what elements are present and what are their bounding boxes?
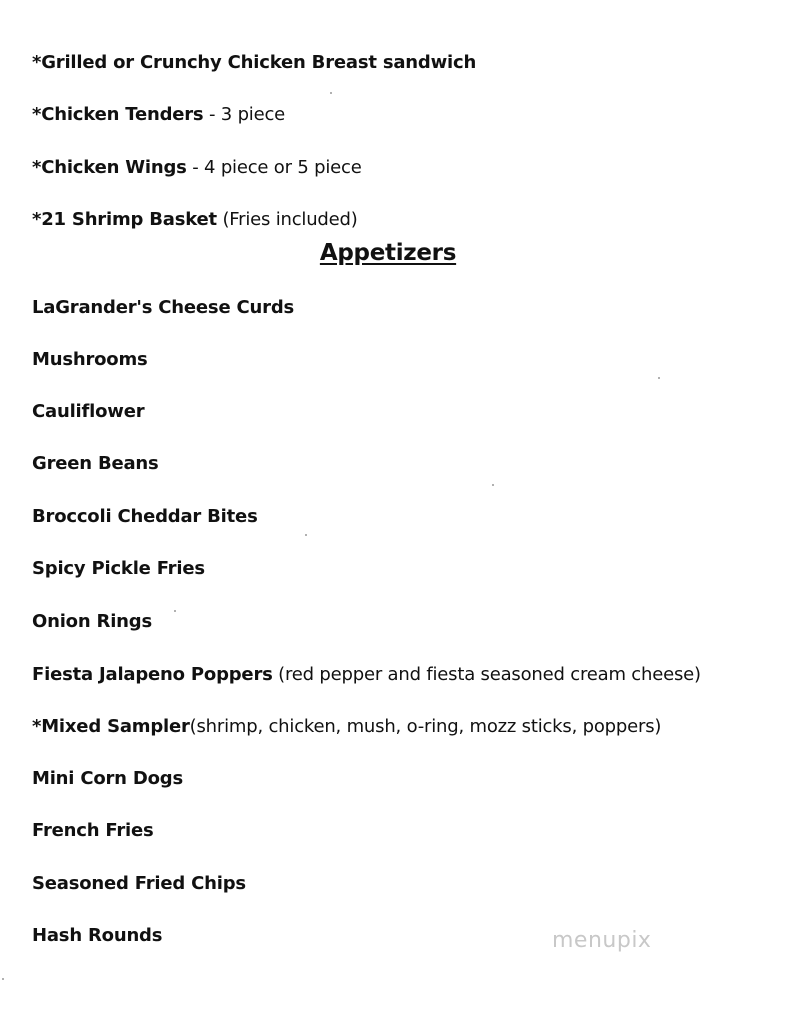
scan-speck	[305, 534, 307, 536]
menu-item-name: *Mixed Sampler	[32, 716, 190, 737]
menu-item-name: *Chicken Wings	[32, 157, 187, 178]
menu-item-name: French Fries	[32, 820, 154, 841]
menu-item	[32, 873, 246, 895]
scan-speck	[2, 978, 4, 980]
section-heading-appetizers: Appetizers	[319, 240, 457, 266]
scan-speck	[658, 377, 660, 379]
menu-item-name: Spicy Pickle Fries	[32, 558, 205, 579]
menu-item-name: Green Beans	[32, 453, 159, 474]
menu-item	[32, 104, 285, 126]
menu-item-name: Onion Rings	[32, 611, 152, 632]
menu-item	[32, 558, 205, 580]
scan-speck	[174, 610, 176, 612]
menu-item-description: (Fries included)	[216, 209, 358, 230]
menu-item-name: Fiesta Jalapeno Poppers	[32, 664, 273, 685]
menu-item-name: Seasoned Fried Chips	[32, 873, 246, 894]
menupix-watermark: menupix	[552, 928, 652, 953]
menu-item-name: LaGrander's Cheese Curds	[32, 297, 295, 318]
menu-item-name: Mushrooms	[32, 349, 148, 370]
menu-item-name: Hash Rounds	[32, 925, 163, 946]
menu-item-name: Cauliflower	[32, 401, 145, 422]
menu-item-name: *Chicken Tenders	[32, 104, 204, 125]
scan-speck	[330, 92, 332, 94]
menu-item	[32, 401, 144, 423]
menu-item-name: *Grilled or Crunchy Chicken Breast sandwich	[32, 52, 477, 73]
menu-item-name: Broccoli Cheddar Bites	[32, 506, 258, 527]
menu-item	[32, 820, 154, 842]
scan-speck	[492, 484, 494, 486]
menu-item-description: - 4 piece or 5 piece	[186, 157, 362, 178]
menu-item	[32, 506, 258, 528]
menu-item	[32, 611, 152, 633]
menu-item	[32, 297, 294, 319]
menu-item	[32, 157, 362, 179]
menu-item	[32, 768, 183, 790]
menu-item	[32, 52, 476, 74]
menu-item	[32, 925, 162, 947]
menu-item-description: (shrimp, chicken, mush, o-ring, mozz sticks, poppers)	[189, 716, 662, 737]
menu-item-name: *21 Shrimp Basket	[32, 209, 217, 230]
menu-item-name: Mini Corn Dogs	[32, 768, 183, 789]
menu-item	[32, 453, 159, 475]
menu-item	[32, 209, 358, 231]
menu-item-description: (red pepper and fiesta seasoned cream cheese)	[272, 664, 701, 685]
menu-item-description: - 3 piece	[203, 104, 286, 125]
menu-item	[32, 664, 701, 686]
menu-item	[32, 349, 148, 371]
menu-item	[32, 716, 661, 738]
